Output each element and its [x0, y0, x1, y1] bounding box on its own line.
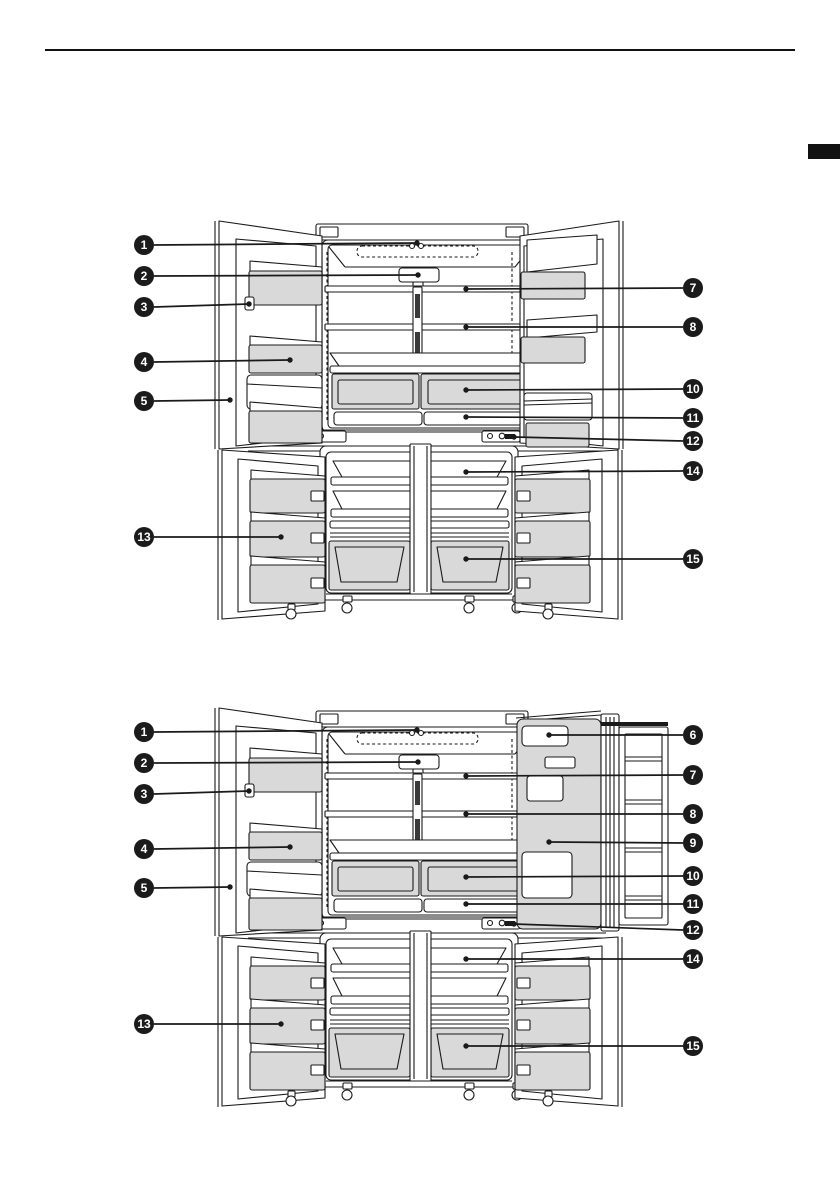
leader-dot: [511, 921, 516, 926]
callout-5: [134, 878, 233, 898]
leader-dot: [463, 469, 468, 474]
callout-number: 4: [140, 355, 148, 370]
leader-dot: [278, 1021, 283, 1026]
callout-number: 7: [689, 768, 697, 783]
leader-dot: [463, 956, 468, 961]
callout-number: 14: [686, 464, 700, 479]
leader-dot: [415, 759, 420, 764]
callout-number: 14: [686, 952, 700, 967]
leader-dot: [463, 414, 468, 419]
callout-number: 12: [686, 923, 700, 938]
callout-number: 15: [686, 552, 700, 567]
callout-number: 5: [140, 881, 148, 896]
leader-dot: [463, 1043, 468, 1048]
leader-dot: [546, 839, 551, 844]
leader-dot: [463, 556, 468, 561]
callout-number: 1: [140, 238, 148, 253]
leader-dot: [414, 240, 419, 245]
leader-dot: [463, 874, 468, 879]
callout-number: 11: [686, 411, 700, 426]
leader-dot: [246, 301, 251, 306]
leader-dot: [278, 534, 283, 539]
callout-number: 8: [689, 807, 697, 822]
leader-dot: [415, 272, 420, 277]
diagram-fridge-open-doors: [215, 221, 623, 620]
leader-dot: [287, 357, 292, 362]
callout-number: 7: [689, 281, 697, 296]
callout-number: 10: [686, 869, 700, 884]
callout-number: 1: [140, 725, 148, 740]
leader-dot: [463, 901, 468, 906]
leader-dot: [463, 773, 468, 778]
leader-dot: [287, 844, 292, 849]
callout-number: 8: [689, 320, 697, 335]
leader-dot: [227, 397, 232, 402]
callout-5: [134, 391, 233, 411]
callout-number: 3: [140, 300, 148, 315]
callout-number: 13: [137, 1017, 151, 1032]
callout-number: 4: [140, 842, 148, 857]
diagram-fridge-door-in-door-open: [215, 708, 668, 1107]
leader-dot: [246, 788, 251, 793]
callout-number: 10: [686, 382, 700, 397]
callout-number: 5: [140, 394, 148, 409]
leader-dot: [511, 434, 516, 439]
callout-number: 15: [686, 1039, 700, 1054]
leader-dot: [463, 387, 468, 392]
callout-number: 13: [137, 530, 151, 545]
leader-dot: [414, 727, 419, 732]
callout-number: 2: [140, 756, 148, 771]
leader-dot: [463, 811, 468, 816]
leader-dot: [546, 732, 551, 737]
leader-dot: [463, 286, 468, 291]
leader-dot: [227, 884, 232, 889]
callout-number: 3: [140, 787, 148, 802]
callout-number: 2: [140, 269, 148, 284]
callout-number: 9: [689, 836, 697, 851]
callout-number: 12: [686, 434, 700, 449]
leader-dot: [463, 324, 468, 329]
callout-number: 11: [686, 897, 700, 912]
callout-number: 6: [689, 728, 697, 743]
